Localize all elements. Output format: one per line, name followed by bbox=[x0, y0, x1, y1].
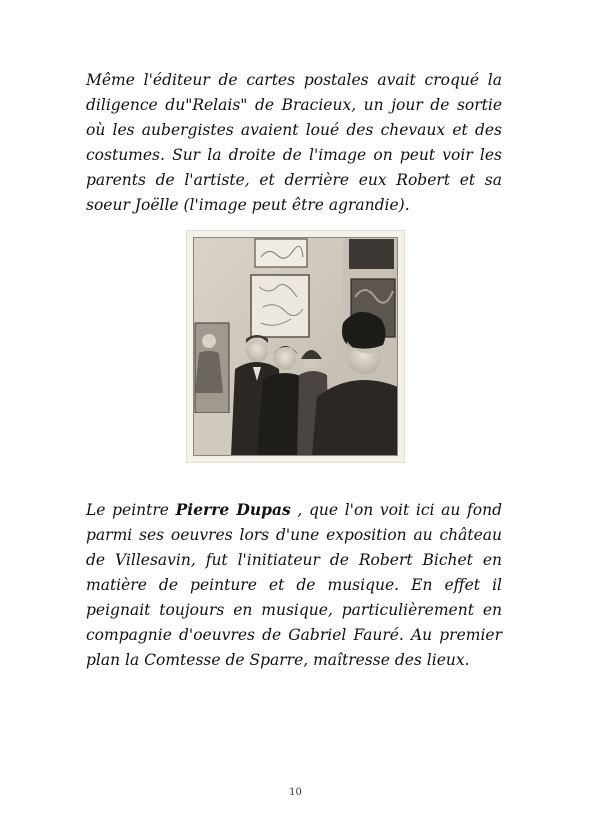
painter-name: Pierre Dupas bbox=[175, 500, 291, 519]
paragraph-dupas bbox=[86, 497, 502, 673]
page-number: 10 bbox=[289, 787, 302, 798]
artwork-dark bbox=[349, 239, 394, 269]
paragraph-postcard: Même l'éditeur de cartes postales avait croqué la diligence du"Relais" de Bracieux, un jour de sortie où les aubergistes avaient loué des chevaux et des costumes. Sur la droite de l'image on peut voir les parents de l'artiste, et derrière eux Robert et sa soeur Joëlle (l'image peut être agrandie). bbox=[86, 71, 502, 214]
exhibition-photo-image bbox=[193, 237, 398, 456]
artwork-top bbox=[255, 239, 307, 267]
exhibition-photo bbox=[187, 231, 404, 462]
paragraph-dupas-after: , que l'on voit ici au fond parmi ses oeuvres lors d'une exposition au château de Villesavin, fut l'initiateur de Robert Bichet en matière de peinture et de musique. En effet il peignait toujours en musique, particulièrement en compagnie d'oeuvres de Gabriel Fauré. Au premier plan la Comtesse de Sparre, maîtresse des lieux. bbox=[86, 501, 502, 669]
paragraph-dupas-before: Le peintre bbox=[86, 501, 176, 519]
artwork-middle bbox=[251, 275, 309, 337]
